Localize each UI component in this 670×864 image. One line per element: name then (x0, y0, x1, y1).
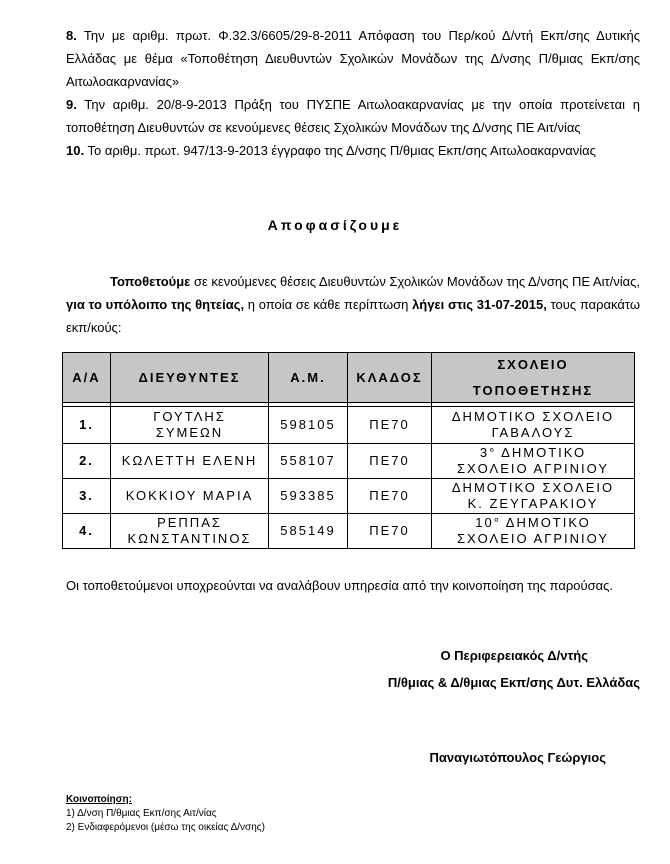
cell-aa: 2. (63, 444, 111, 479)
cell-school (432, 407, 635, 444)
consideration-text: Το αριθμ. πρωτ. 947/13-9-2013 έγγραφο της Δ/νσης Π/θμιας Εκπ/σης Αιτωλοακαρνανίας (87, 143, 596, 158)
signatory-title: Ο Περιφερειακός Δ/ντής (440, 648, 588, 663)
cell-am: 585149 (269, 514, 348, 549)
director-name-line1: ΚΩΛΕΤΤΗ ΕΛΕΝΗ (121, 453, 258, 468)
school-line1: ΔΗΜΟΤΙΚΟ ΣΧΟΛΕΙΟ (451, 409, 615, 424)
cell-am: 593385 (269, 479, 348, 514)
director-name-line2: ΣΥΜΕΩΝ (155, 425, 224, 440)
header-aa: Α/Α (63, 353, 111, 403)
considerations-list (66, 24, 640, 162)
cc-item: 1) Δ/νση Π/θμιας Εκπ/σης Αιτ/νίας (66, 808, 217, 819)
school-line1: 10° ΔΗΜΟΤΙΚΟ (475, 515, 591, 530)
cell-am: 558107 (269, 444, 348, 479)
intro-bold-expiry: λήγει στις 31-07-2015, (412, 297, 547, 312)
cell-school (432, 444, 635, 479)
consideration-item (66, 24, 640, 93)
cell-school (432, 479, 635, 514)
cell-director (111, 407, 269, 444)
consideration-text: Την με αριθμ. πρωτ. Φ.32.3/6605/29-8-2011 Απόφαση του Περ/κού Δ/ντή Εκπ/σης Δυτικής Ελλάδας με θέμα «Τοποθέτηση Διευθυντών Σχολικών Μονάδων της Δ/νσης Π/θμιας Εκπ/σης Αιτωλοακαρνανίας» (66, 28, 640, 89)
intro-bold-term: για το υπόλοιπο της θητείας, (66, 297, 245, 312)
intro-text-1: σε κενούμενες θέσεις Διευθυντών Σχολικών Μονάδων της Δ/νσης ΠΕ Αιτ/νίας, (190, 274, 640, 289)
table-row (63, 479, 635, 514)
cell-branch: ΠΕ70 (348, 444, 432, 479)
header-school (432, 353, 635, 403)
consideration-item (66, 93, 640, 139)
signatory-office: Π/θμιας & Δ/θμιας Εκπ/σης Δυτ. Ελλάδας (387, 675, 640, 690)
consideration-number: 10. (66, 143, 85, 158)
signatory-name: Παναγιωτόπουλος Γεώργιος (429, 750, 606, 765)
school-line2: ΓΑΒΑΛΟΥΣ (491, 425, 575, 440)
table-header-row (63, 353, 635, 403)
cell-director (111, 444, 269, 479)
header-branch: ΚΛΑΔΟΣ (348, 353, 432, 403)
school-line1: ΔΗΜΟΤΙΚΟ ΣΧΟΛΕΙΟ (451, 480, 615, 495)
director-name-line1: ΡΕΠΠΑΣ (157, 515, 222, 530)
consideration-number: 8. (66, 28, 77, 43)
table-row (63, 444, 635, 479)
consideration-item (66, 139, 640, 162)
table-row (63, 407, 635, 444)
cc-item: 2) Ενδιαφερόμενοι (μέσω της οικείας Δ/νσης) (66, 822, 265, 833)
director-name-line1: ΓΟΥΤΛΗΣ (153, 409, 226, 424)
cc-title: Κοινοποίηση: (66, 794, 132, 805)
cell-aa: 3. (63, 479, 111, 514)
header-school-line1: ΣΧΟΛΕΙΟ (497, 356, 569, 372)
cell-director (111, 479, 269, 514)
cell-branch: ΠΕ70 (348, 479, 432, 514)
cell-school (432, 514, 635, 549)
cc-block (66, 793, 265, 835)
intro-text-2: η οποία σε κάθε περίπτωση (244, 297, 413, 312)
decision-intro (66, 270, 640, 339)
header-am: Α.Μ. (269, 353, 348, 403)
school-line2: ΣΧΟΛΕΙΟ ΑΓΡΙΝΙΟΥ (456, 531, 610, 546)
header-directors: ΔΙΕΥΘΥΝΤΕΣ (111, 353, 269, 403)
header-school-line2: ΤΟΠΟΘΕΤΗΣΗΣ (472, 382, 594, 398)
school-line2: ΣΧΟΛΕΙΟ ΑΓΡΙΝΙΟΥ (456, 461, 610, 476)
cell-branch: ΠΕ70 (348, 407, 432, 444)
consideration-text: Την αριθμ. 20/8-9-2013 Πράξη του ΠΥΣΠΕ Αιτωλοακαρνανίας με την οποία προτείνεται η τοποθέτηση Διευθυντών σε κενούμενες θέσεις Σχολικών Μονάδων της Δ/νσης ΠΕ Αιτ/νίας (66, 97, 640, 135)
school-line1: 3° ΔΗΜΟΤΙΚΟ (479, 445, 587, 460)
decision-heading: Αποφασίζουμε (267, 217, 403, 233)
assignments-table (62, 352, 635, 549)
cell-branch: ΠΕ70 (348, 514, 432, 549)
intro-text-3: τους παρακάτω εκπ/κούς: (66, 297, 640, 335)
cell-am: 598105 (269, 407, 348, 444)
cell-director (111, 514, 269, 549)
director-name-line1: ΚΟΚΚΙΟΥ ΜΑΡΙΑ (125, 488, 254, 503)
intro-bold-verb: Τοποθετούμε (110, 274, 191, 289)
closing-statement: Οι τοποθετούμενοι υποχρεούνται να αναλάβουν υπηρεσία από την κοινοποίηση της παρούσας. (66, 578, 613, 593)
table-row (63, 514, 635, 549)
cell-aa: 4. (63, 514, 111, 549)
director-name-line2: ΚΩΝΣΤΑΝΤΙΝΟΣ (127, 531, 252, 546)
school-line2: Κ. ΖΕΥΓΑΡΑΚΙΟΥ (467, 496, 599, 511)
consideration-number: 9. (66, 97, 77, 112)
cell-aa: 1. (63, 407, 111, 444)
